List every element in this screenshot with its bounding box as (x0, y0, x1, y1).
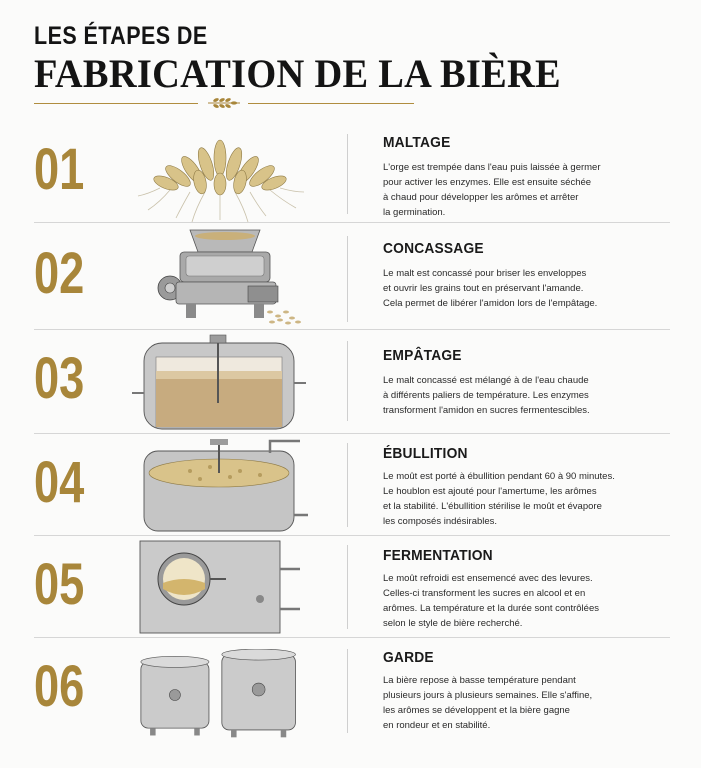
description-line: les composés indésirables. (383, 516, 498, 527)
step-description (383, 469, 633, 529)
step-divider (34, 222, 670, 223)
mash-tun-icon (130, 333, 310, 431)
description-line: et la stabilité. L'ébullition stérilise le moût et évapore (383, 501, 602, 512)
description-line: en rondeur et en stabilité. (383, 720, 491, 731)
step-description (383, 160, 633, 220)
description-line: Le malt est concassé pour briser les enveloppes (383, 268, 587, 279)
step-description (383, 673, 633, 733)
boil-kettle-icon (130, 437, 310, 533)
step-ebullition (34, 437, 670, 533)
wheat-icon (206, 96, 242, 110)
step-title: GARDE (383, 649, 434, 666)
fermenter-icon (130, 539, 310, 635)
step-title: CONCASSAGE (383, 240, 484, 257)
description-line: arômes. La température et la durée sont contrôlées (383, 603, 599, 614)
description-line: L'orge est trempée dans l'eau puis laissée à germer (383, 162, 601, 173)
barley-grains-icon (130, 128, 310, 224)
description-line: à différents paliers de température. Les enzymes (383, 390, 589, 401)
description-line: à chaud pour développer les arômes et arrêter (383, 192, 579, 203)
description-line: Le houblon est ajouté pour l'amertume, les arômes (383, 486, 597, 497)
step-maltage (34, 128, 670, 223)
step-divider (34, 433, 670, 434)
description-line: Cela permet de libérer l'amidon lors de l'empâtage. (383, 298, 598, 309)
step-concassage (34, 226, 670, 328)
description-line: Le moût est porté à ébullition pendant 60 à 90 minutes. (383, 471, 615, 482)
step-fermentation (34, 539, 670, 635)
description-line: la germination. (383, 207, 446, 218)
step-title: EMPÂTAGE (383, 347, 462, 364)
step-number: 03 (34, 346, 85, 411)
description-line: pour activer les enzymes. Elle est ensuite séchée (383, 177, 592, 188)
description-line: plusieurs jours à plusieurs semaines. Elle s'affine, (383, 690, 593, 701)
title-line-2: FABRICATION DE LA BIÈRE (34, 51, 561, 96)
step-number: 04 (34, 450, 85, 515)
step-description (383, 373, 633, 418)
description-line: et ouvrir les grains tout en préservant l'amande. (383, 283, 584, 294)
step-description (383, 571, 633, 631)
step-description (383, 266, 633, 311)
description-line: Le moût refroidi est ensemencé avec des levures. (383, 573, 593, 584)
step-garde (34, 641, 670, 741)
description-line: les arômes se développent et la bière gagne (383, 705, 570, 716)
step-divider (34, 637, 670, 638)
step-divider (34, 535, 670, 536)
step-title: MALTAGE (383, 134, 451, 151)
description-line: Le malt concassé est mélangé à de l'eau chaude (383, 375, 589, 386)
conditioning-tanks-icon (130, 649, 310, 741)
title-divider (34, 96, 414, 110)
step-empatage (34, 333, 670, 431)
description-line: Celles-ci transforment les sucres en alcool et en (383, 588, 586, 599)
step-number: 02 (34, 241, 85, 306)
step-divider (34, 329, 670, 330)
infographic-header (34, 22, 574, 96)
step-number: 05 (34, 552, 85, 617)
step-number: 06 (34, 654, 85, 719)
description-line: transforment l'amidon en sucres fermentescibles. (383, 405, 590, 416)
description-line: selon le style de bière recherché. (383, 618, 523, 629)
description-line: La bière repose à basse température pendant (383, 675, 576, 686)
step-title: ÉBULLITION (383, 445, 468, 462)
step-title: FERMENTATION (383, 547, 493, 564)
grain-mill-icon (130, 226, 310, 326)
title-line-1: LES ÉTAPES DE (34, 22, 208, 50)
step-number: 01 (34, 137, 85, 202)
